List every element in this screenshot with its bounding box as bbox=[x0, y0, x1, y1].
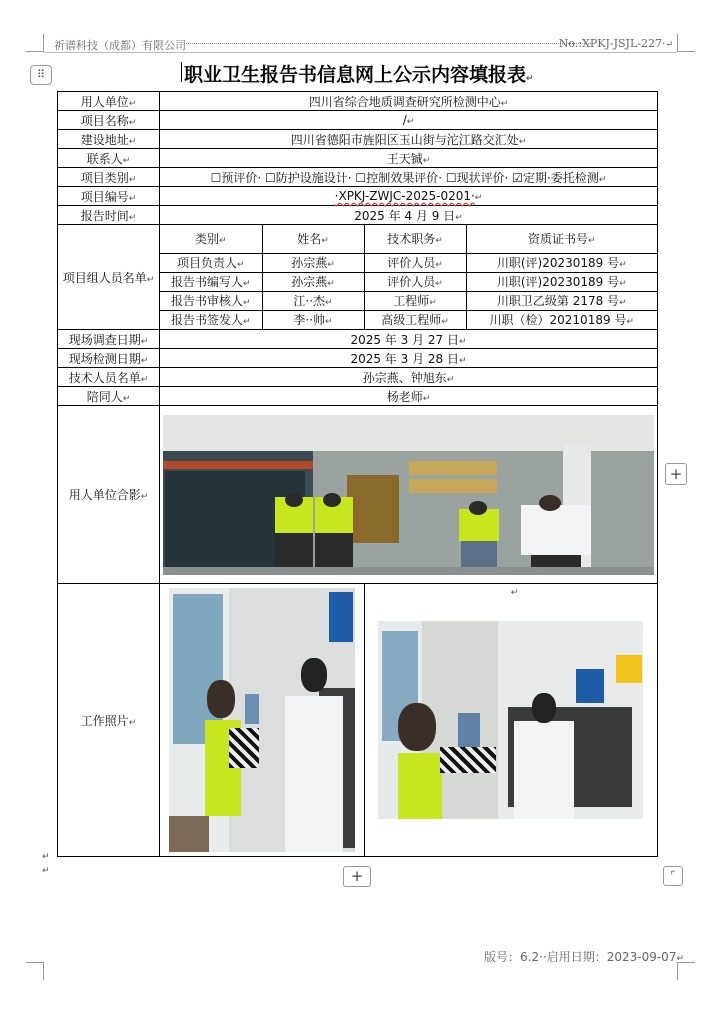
table-row bbox=[58, 130, 658, 149]
table-row bbox=[58, 206, 658, 225]
header-rule bbox=[44, 52, 677, 53]
table-row bbox=[58, 349, 658, 368]
row-label: 报告时间↵ bbox=[58, 206, 160, 225]
table-row bbox=[58, 187, 658, 206]
group-photo-cell bbox=[160, 406, 658, 584]
add-column-button[interactable]: + bbox=[665, 463, 687, 485]
row-label: 现场检测日期↵ bbox=[58, 349, 160, 368]
member-cert[interactable]: 川职卫乙级第 2178 号↵ bbox=[466, 291, 657, 310]
page-corner-mark bbox=[26, 34, 44, 52]
survey-date-value[interactable]: 2025 年 3 月 27 日↵ bbox=[160, 330, 658, 349]
page-corner-mark bbox=[677, 34, 695, 52]
row-label: 用人单位↵ bbox=[58, 92, 160, 111]
site-address-value[interactable]: 四川省德阳市旌阳区玉山街与沱江路交汇处↵ bbox=[160, 130, 658, 149]
table-row bbox=[58, 168, 658, 187]
paragraph-mark: ↵ bbox=[42, 852, 50, 862]
member-role[interactable]: 项目负责人↵ bbox=[160, 253, 262, 272]
team-member-row bbox=[160, 310, 657, 329]
table-row bbox=[58, 111, 658, 130]
page-corner-mark bbox=[26, 962, 44, 980]
work-photos-cell bbox=[160, 584, 658, 857]
row-label: 项目组人员名单↵ bbox=[58, 225, 160, 330]
paragraph-mark: ↵ bbox=[42, 866, 50, 876]
group-photo[interactable] bbox=[163, 415, 654, 575]
member-role[interactable]: 报告书签发人↵ bbox=[160, 310, 262, 329]
header-doc-number: No.:XPKJ-JSJL-227·↵ bbox=[558, 37, 673, 50]
member-role[interactable]: 报告书审核人↵ bbox=[160, 291, 262, 310]
team-member-row bbox=[160, 253, 657, 272]
work-photos-table bbox=[160, 584, 657, 856]
employer-value[interactable]: 四川省综合地质调查研究所检测中心↵ bbox=[160, 92, 658, 111]
row-label: 项目名称↵ bbox=[58, 111, 160, 130]
member-name[interactable]: 江··杰↵ bbox=[262, 291, 364, 310]
member-title[interactable]: 工程师↵ bbox=[364, 291, 466, 310]
member-title[interactable]: 高级工程师↵ bbox=[364, 310, 466, 329]
page-title: 职业卫生报告书信息网上公示内容填报表↵ bbox=[184, 64, 534, 86]
table-row bbox=[58, 406, 658, 584]
team-header: 技术职务↵ bbox=[364, 225, 466, 253]
add-row-button[interactable]: + bbox=[343, 866, 371, 887]
work-photo-2[interactable] bbox=[378, 621, 643, 819]
table-row bbox=[58, 330, 658, 349]
member-title[interactable]: 评价人员↵ bbox=[364, 253, 466, 272]
table-row bbox=[58, 92, 658, 111]
member-cert[interactable]: 川职(评)20230189 号↵ bbox=[466, 272, 657, 291]
work-photo-cell-1 bbox=[160, 584, 364, 856]
text-cursor bbox=[181, 62, 182, 82]
row-label: 陪同人↵ bbox=[58, 387, 160, 406]
member-name[interactable]: 孙宗燕↵ bbox=[262, 253, 364, 272]
footer-version: 版号：6.2··启用日期：2023-09-07↵ bbox=[484, 950, 684, 964]
team-header: 姓名↵ bbox=[262, 225, 364, 253]
team-member-row bbox=[160, 291, 657, 310]
header-company: 祈谱科技（成都）有限公司 bbox=[54, 39, 186, 52]
contact-value[interactable]: 王天铖↵ bbox=[160, 149, 658, 168]
row-label: 现场调查日期↵ bbox=[58, 330, 160, 349]
row-label: 项目类别↵ bbox=[58, 168, 160, 187]
project-type-checkboxes[interactable]: ☐预评价· ☐防护设施设计· ☐控制效果评价· ☐现状评价· ☑定期·委托检测↵ bbox=[160, 168, 658, 187]
row-label: 工作照片↵ bbox=[58, 584, 160, 857]
table-move-handle[interactable]: ⠿ bbox=[30, 65, 52, 85]
row-label: 建设地址↵ bbox=[58, 130, 160, 149]
table-row bbox=[58, 584, 658, 857]
member-cert[interactable]: 川职（检）20210189 号↵ bbox=[466, 310, 657, 329]
test-date-value[interactable]: 2025 年 3 月 28 日↵ bbox=[160, 349, 658, 368]
row-label: 项目编号↵ bbox=[58, 187, 160, 206]
team-header: 资质证书号↵ bbox=[466, 225, 657, 253]
member-name[interactable]: 孙宗燕↵ bbox=[262, 272, 364, 291]
work-photos-row bbox=[160, 584, 657, 856]
table-resize-handle[interactable]: ⌜ bbox=[663, 866, 683, 886]
team-member-row bbox=[160, 272, 657, 291]
work-photo-1[interactable] bbox=[169, 588, 355, 852]
member-cert[interactable]: 川职(评)20230189 号↵ bbox=[466, 253, 657, 272]
team-header: 类别↵ bbox=[160, 225, 262, 253]
header-leader-dots bbox=[186, 43, 591, 44]
member-name[interactable]: 李··帅↵ bbox=[262, 310, 364, 329]
table-row bbox=[58, 225, 658, 330]
team-header-row bbox=[160, 225, 657, 253]
row-label: 用人单位合影↵ bbox=[58, 406, 160, 584]
info-table bbox=[57, 91, 658, 857]
table-row bbox=[58, 368, 658, 387]
technicians-value[interactable]: 孙宗燕、钟旭东↵ bbox=[160, 368, 658, 387]
table-row bbox=[58, 387, 658, 406]
work-photo-cell-2: ↵ bbox=[364, 584, 657, 856]
row-label: 联系人↵ bbox=[58, 149, 160, 168]
project-no-value[interactable]: ·XPKJ-ZWJC-2025-0201·↵ bbox=[160, 187, 658, 206]
report-date-value[interactable]: 2025 年 4 月 9 日↵ bbox=[160, 206, 658, 225]
table-row bbox=[58, 149, 658, 168]
team-table bbox=[160, 225, 657, 329]
project-name-value[interactable]: /↵ bbox=[160, 111, 658, 130]
team-table-cell bbox=[160, 225, 658, 330]
row-label: 技术人员名单↵ bbox=[58, 368, 160, 387]
member-role[interactable]: 报告书编写人↵ bbox=[160, 272, 262, 291]
member-title[interactable]: 评价人员↵ bbox=[364, 272, 466, 291]
escort-value[interactable]: 杨老师↵ bbox=[160, 387, 658, 406]
